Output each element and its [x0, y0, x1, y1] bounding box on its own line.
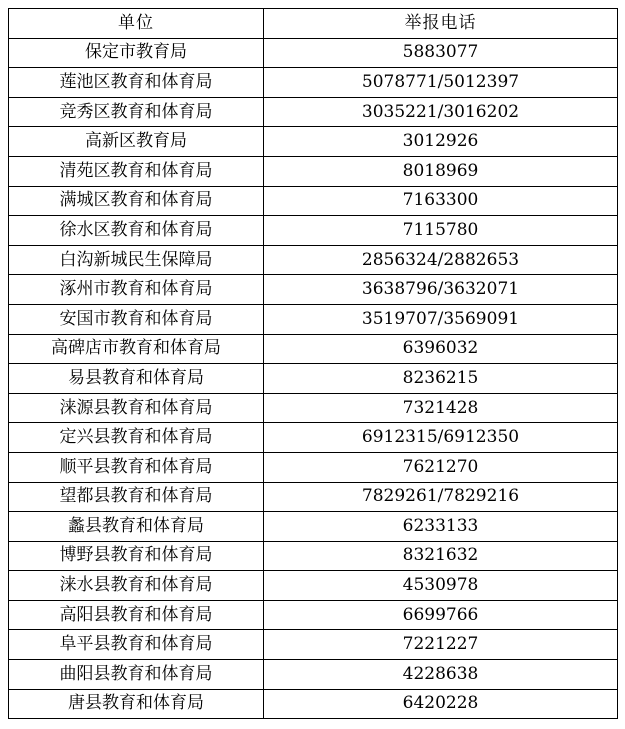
phone-cell: 6912315/6912350	[264, 423, 618, 453]
unit-cell: 蠡县教育和体育局	[9, 512, 264, 542]
phone-cell: 4530978	[264, 571, 618, 601]
unit-cell: 望都县教育和体育局	[9, 482, 264, 512]
table-row	[9, 38, 618, 68]
phone-cell: 6396032	[264, 334, 618, 364]
phone-cell: 5078771/5012397	[264, 68, 618, 98]
table-row	[9, 482, 618, 512]
table-row	[9, 304, 618, 334]
table-row	[9, 630, 618, 660]
table-row	[9, 660, 618, 690]
table-row	[9, 452, 618, 482]
phone-cell: 3012926	[264, 127, 618, 157]
unit-cell: 曲阳县教育和体育局	[9, 660, 264, 690]
table-row	[9, 156, 618, 186]
table-row	[9, 571, 618, 601]
table-row	[9, 600, 618, 630]
unit-cell: 竞秀区教育和体育局	[9, 97, 264, 127]
phone-cell: 7163300	[264, 186, 618, 216]
unit-cell: 涞源县教育和体育局	[9, 393, 264, 423]
phone-cell: 7221227	[264, 630, 618, 660]
unit-cell: 顺平县教育和体育局	[9, 452, 264, 482]
table-row	[9, 423, 618, 453]
table-row	[9, 127, 618, 157]
table-row	[9, 68, 618, 98]
unit-cell: 涿州市教育和体育局	[9, 275, 264, 305]
unit-cell: 定兴县教育和体育局	[9, 423, 264, 453]
phone-cell: 6420228	[264, 689, 618, 719]
unit-cell: 高碑店市教育和体育局	[9, 334, 264, 364]
phone-cell: 8236215	[264, 364, 618, 394]
header-unit: 单位	[9, 9, 264, 39]
unit-cell: 莲池区教育和体育局	[9, 68, 264, 98]
phone-cell: 4228638	[264, 660, 618, 690]
table-row	[9, 689, 618, 719]
unit-cell: 清苑区教育和体育局	[9, 156, 264, 186]
table-row	[9, 97, 618, 127]
table-row	[9, 512, 618, 542]
unit-cell: 高阳县教育和体育局	[9, 600, 264, 630]
unit-cell: 唐县教育和体育局	[9, 689, 264, 719]
unit-cell: 安国市教育和体育局	[9, 304, 264, 334]
unit-cell: 博野县教育和体育局	[9, 541, 264, 571]
phone-cell: 6699766	[264, 600, 618, 630]
table-row	[9, 541, 618, 571]
phone-cell: 5883077	[264, 38, 618, 68]
table-row	[9, 245, 618, 275]
unit-cell: 徐水区教育和体育局	[9, 216, 264, 246]
unit-cell: 阜平县教育和体育局	[9, 630, 264, 660]
unit-cell: 高新区教育局	[9, 127, 264, 157]
phone-cell: 8018969	[264, 156, 618, 186]
table-row	[9, 216, 618, 246]
table-row	[9, 275, 618, 305]
header-report-phone: 举报电话	[264, 9, 618, 39]
phone-cell: 3035221/3016202	[264, 97, 618, 127]
table-row	[9, 364, 618, 394]
unit-cell: 满城区教育和体育局	[9, 186, 264, 216]
unit-cell: 易县教育和体育局	[9, 364, 264, 394]
phone-cell: 2856324/2882653	[264, 245, 618, 275]
phone-cell: 7829261/7829216	[264, 482, 618, 512]
table-row	[9, 393, 618, 423]
unit-cell: 白沟新城民生保障局	[9, 245, 264, 275]
report-phone-table-container	[8, 8, 617, 719]
table-row	[9, 334, 618, 364]
report-phone-table	[8, 8, 618, 719]
table-header-row	[9, 9, 618, 39]
phone-cell: 7621270	[264, 452, 618, 482]
phone-cell: 6233133	[264, 512, 618, 542]
phone-cell: 7321428	[264, 393, 618, 423]
table-row	[9, 186, 618, 216]
phone-cell: 8321632	[264, 541, 618, 571]
phone-cell: 3638796/3632071	[264, 275, 618, 305]
unit-cell: 保定市教育局	[9, 38, 264, 68]
phone-cell: 3519707/3569091	[264, 304, 618, 334]
phone-cell: 7115780	[264, 216, 618, 246]
unit-cell: 涞水县教育和体育局	[9, 571, 264, 601]
